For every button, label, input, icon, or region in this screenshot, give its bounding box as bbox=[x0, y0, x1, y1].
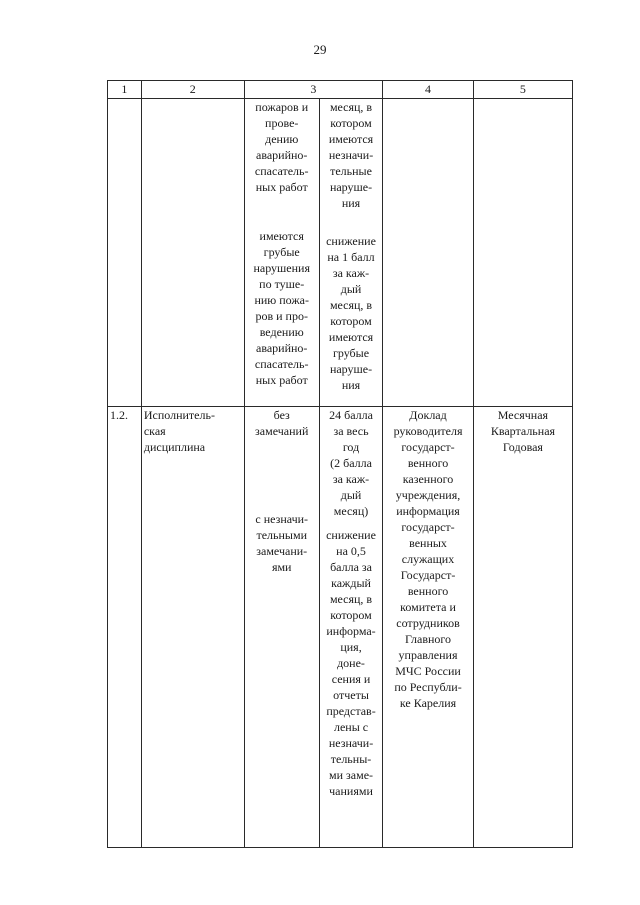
text-line: грубые bbox=[332, 346, 370, 360]
row1-condition-a bbox=[247, 99, 317, 195]
text-line: год bbox=[342, 440, 360, 454]
row2-name-cell bbox=[141, 407, 244, 848]
row2-score-a bbox=[322, 407, 380, 519]
text-line: на 1 балл bbox=[327, 250, 375, 264]
text-line: без bbox=[273, 408, 290, 422]
row2-source-cell bbox=[383, 407, 474, 848]
text-line: казенного bbox=[402, 472, 454, 486]
text-line: имеются bbox=[259, 229, 304, 243]
text-line: Главного bbox=[404, 632, 452, 646]
text-line: чаниями bbox=[329, 784, 373, 798]
text-line: ция, bbox=[340, 640, 362, 654]
text-line: Исполнитель- bbox=[143, 408, 215, 422]
row2-score-cell bbox=[319, 407, 382, 848]
text-line: нарушения bbox=[253, 261, 310, 275]
text-line: ке Карелия bbox=[399, 696, 457, 710]
text-line: месяц) bbox=[333, 504, 369, 518]
text-line: по туше- bbox=[259, 277, 305, 291]
header-col-5: 5 bbox=[473, 81, 572, 99]
text-line: ров и про- bbox=[255, 309, 308, 323]
text-line: Годовая bbox=[502, 440, 543, 454]
text-line: снижение bbox=[326, 234, 376, 248]
text-line: наруше- bbox=[329, 362, 373, 376]
text-line: комитета и bbox=[400, 600, 456, 614]
row2-period-cell bbox=[473, 407, 572, 848]
text-line: венного bbox=[407, 456, 449, 470]
text-line: каждый bbox=[331, 576, 371, 590]
row1-condition-cell bbox=[244, 99, 319, 407]
text-line: дению bbox=[265, 132, 299, 146]
text-line: ния bbox=[341, 196, 361, 210]
text-line: ская bbox=[143, 424, 166, 438]
text-line: аварийно- bbox=[256, 148, 308, 162]
text-line: месяц, в bbox=[329, 100, 373, 114]
text-line: котором bbox=[330, 608, 372, 622]
text-line: управления bbox=[398, 648, 458, 662]
header-col-3: 3 bbox=[244, 81, 383, 99]
text-line: месяц, в bbox=[329, 298, 373, 312]
text-line: Квартальная bbox=[490, 424, 556, 438]
row2-number-cell bbox=[108, 407, 142, 848]
text-line: незначи- bbox=[328, 148, 374, 162]
text-line: Месячная bbox=[497, 408, 549, 422]
text-line: замечани- bbox=[256, 544, 308, 558]
text-line: Доклад bbox=[409, 408, 447, 422]
text-line: 24 балла bbox=[329, 408, 373, 422]
text-line: государст- bbox=[401, 520, 455, 534]
text-line: дый bbox=[340, 488, 362, 502]
text-line: прове- bbox=[265, 116, 299, 130]
row1-score-cell bbox=[319, 99, 382, 407]
text-line: месяц, в bbox=[329, 592, 373, 606]
row2-condition-b bbox=[247, 511, 317, 575]
row1-period-cell bbox=[473, 99, 572, 407]
row1-number-cell bbox=[108, 99, 142, 407]
text-line: ями bbox=[271, 560, 292, 574]
row2-condition-cell bbox=[244, 407, 319, 848]
text-line: имеются bbox=[328, 132, 374, 146]
text-line: на 0,5 bbox=[336, 544, 366, 558]
text-line: лены с bbox=[333, 720, 369, 734]
text-line: ми заме- bbox=[329, 768, 374, 782]
header-col-4: 4 bbox=[383, 81, 474, 99]
text-line: дый bbox=[340, 282, 362, 296]
text-line: снижение bbox=[326, 528, 376, 542]
text-line: МЧС России bbox=[395, 664, 461, 678]
text-line: доне- bbox=[337, 656, 365, 670]
text-line: сотрудников bbox=[396, 616, 460, 630]
text-line: представ- bbox=[326, 704, 376, 718]
text-line: венных bbox=[409, 536, 447, 550]
text-line: балла за bbox=[330, 560, 372, 574]
text-line: ных работ bbox=[255, 180, 308, 194]
text-line: ния bbox=[341, 378, 361, 392]
text-line: наруше- bbox=[329, 180, 373, 194]
criteria-table bbox=[107, 80, 573, 848]
row1-score-b bbox=[322, 233, 380, 393]
text-line: замечаний bbox=[255, 424, 309, 438]
page-number: 29 bbox=[313, 42, 327, 57]
text-line: нию пожа- bbox=[254, 293, 309, 307]
text-line: венного bbox=[407, 584, 449, 598]
text-line: тельными bbox=[256, 528, 307, 542]
text-line: незначи- bbox=[328, 736, 374, 750]
header-col-1: 1 bbox=[108, 81, 142, 99]
text-line: спасатель- bbox=[254, 357, 309, 371]
text-line: служащих bbox=[401, 552, 455, 566]
table-row bbox=[108, 99, 573, 407]
text-line: котором bbox=[330, 116, 372, 130]
text-line: государст- bbox=[401, 440, 455, 454]
table-row bbox=[108, 407, 573, 848]
text-line: аварийно- bbox=[256, 341, 308, 355]
text-line: Государст- bbox=[400, 568, 456, 582]
text-line: спасатель- bbox=[254, 164, 309, 178]
item-number: 1.2. bbox=[110, 408, 128, 422]
text-line: грубые bbox=[263, 245, 300, 259]
text-line: отчеты bbox=[333, 688, 369, 702]
table-header-row bbox=[108, 81, 573, 99]
row1-name-cell bbox=[141, 99, 244, 407]
text-line: за каж- bbox=[332, 266, 370, 280]
text-line: сения и bbox=[331, 672, 371, 686]
text-line: за весь bbox=[333, 424, 369, 438]
text-line: учреждения, bbox=[395, 488, 461, 502]
row2-score-b bbox=[322, 527, 380, 799]
text-line: ведению bbox=[259, 325, 304, 339]
text-line: пожаров и bbox=[255, 100, 309, 114]
text-line: по Республи- bbox=[394, 680, 462, 694]
text-line: (2 балла bbox=[330, 456, 372, 470]
text-line: имеются bbox=[328, 330, 374, 344]
text-line: руководителя bbox=[393, 424, 463, 438]
text-line: тельные bbox=[330, 164, 372, 178]
header-col-2: 2 bbox=[141, 81, 244, 99]
text-line: тельны- bbox=[330, 752, 372, 766]
text-line: с незначи- bbox=[255, 512, 309, 526]
text-line: за каж- bbox=[332, 472, 370, 486]
text-line: информа- bbox=[326, 624, 376, 638]
row1-condition-b bbox=[247, 228, 317, 388]
row1-source-cell bbox=[383, 99, 474, 407]
text-line: дисциплина bbox=[143, 440, 206, 454]
text-line: информация bbox=[396, 504, 460, 518]
row2-condition-a bbox=[247, 407, 317, 439]
text-line: котором bbox=[330, 314, 372, 328]
text-line: ных работ bbox=[255, 373, 308, 387]
row1-score-a bbox=[322, 99, 380, 211]
